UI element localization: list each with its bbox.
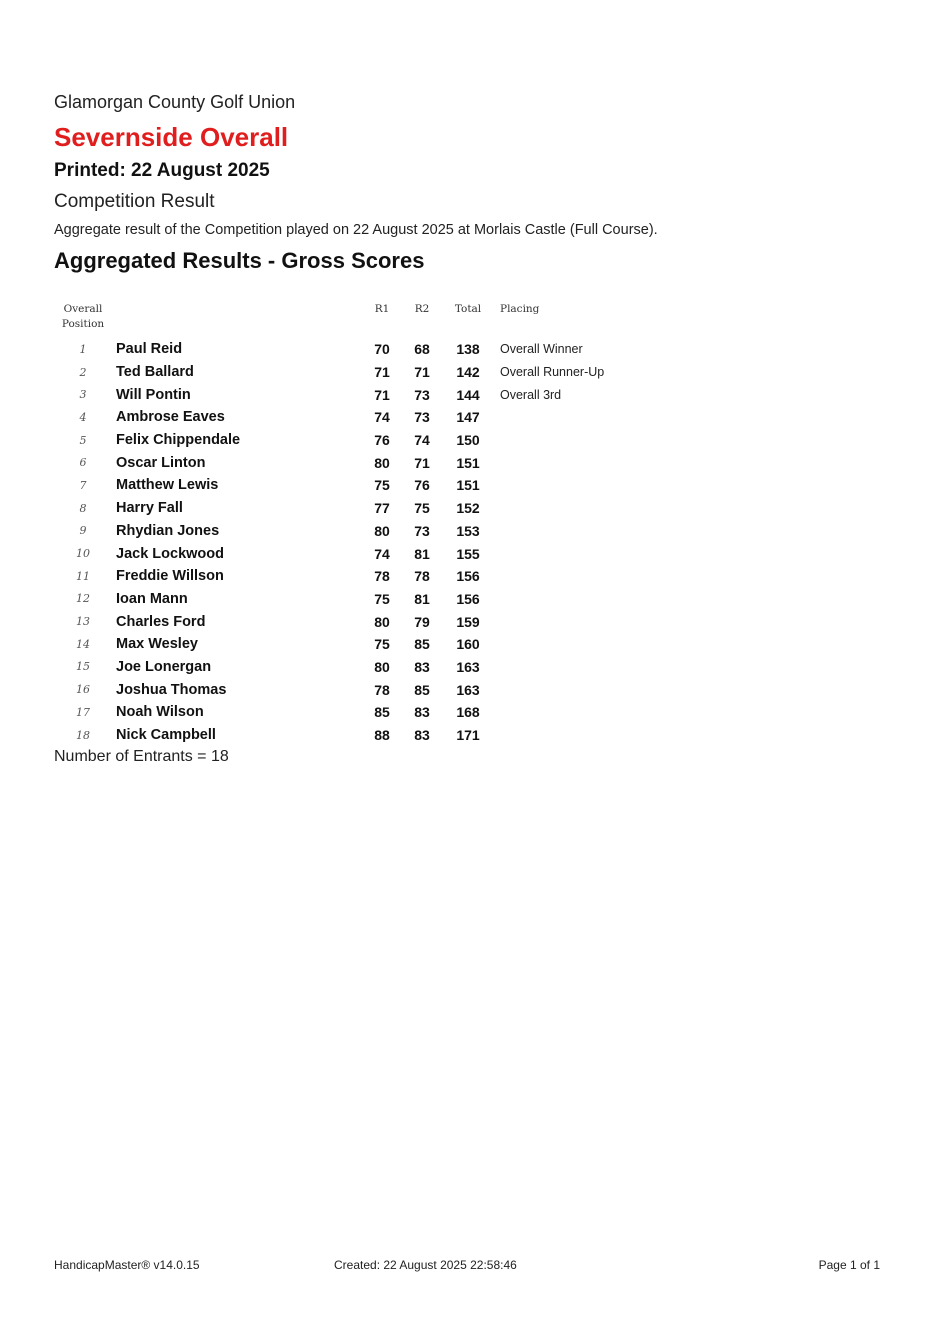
- player-name-cell: Will Pontin: [116, 386, 191, 403]
- round1-score-cell: 85: [374, 704, 390, 721]
- player-name-cell: Noah Wilson: [116, 704, 204, 721]
- position-cell: 5: [79, 433, 87, 447]
- position-cell: 8: [79, 501, 87, 515]
- footer-page: Page 1 of 1: [818, 1258, 880, 1272]
- table-row: [54, 610, 674, 633]
- printed-date: Printed: 22 August 2025: [54, 160, 270, 181]
- placing-cell: Overall Winner: [500, 342, 583, 357]
- table-row: [54, 338, 674, 361]
- player-name-cell: Ted Ballard: [116, 364, 194, 381]
- position-cell: 14: [76, 637, 90, 651]
- placing-cell: [492, 451, 674, 474]
- footer-software: HandicapMaster® v14.0.15: [54, 1258, 200, 1272]
- table-row: [54, 542, 674, 565]
- round2-score-cell: 83: [414, 704, 430, 721]
- round2-score-cell: 73: [414, 386, 430, 403]
- round2-score-cell: 68: [414, 341, 430, 358]
- table-row: [54, 361, 674, 384]
- round2-score-cell: 79: [414, 613, 430, 630]
- placing-cell: [492, 565, 674, 588]
- total-score-cell: 142: [456, 364, 480, 381]
- round1-score-cell: 70: [374, 341, 390, 358]
- header-r1: R1: [374, 303, 390, 315]
- player-name-cell: Rhydian Jones: [116, 522, 220, 539]
- round2-score-cell: 85: [414, 636, 430, 653]
- round1-score-cell: 78: [374, 681, 390, 698]
- header-position-line1: Overall: [63, 303, 103, 315]
- round1-score-cell: 74: [374, 409, 390, 426]
- position-cell: 15: [76, 660, 90, 674]
- placing-cell: [492, 474, 674, 497]
- round1-score-cell: 71: [374, 386, 390, 403]
- player-name-cell: Joshua Thomas: [116, 681, 227, 698]
- round2-score-cell: 75: [414, 500, 430, 517]
- table-row: [54, 724, 674, 747]
- placing-cell: [492, 610, 674, 633]
- total-score-cell: 151: [456, 454, 480, 471]
- player-name-cell: Nick Campbell: [116, 727, 216, 744]
- placing-cell: [492, 656, 674, 679]
- round2-score-cell: 81: [414, 590, 430, 607]
- table-row: [54, 451, 674, 474]
- total-score-cell: 163: [456, 681, 480, 698]
- placing-cell: Overall 3rd: [500, 387, 562, 402]
- competition-title: Severnside Overall: [54, 122, 289, 152]
- round1-score-cell: 75: [374, 590, 390, 607]
- total-score-cell: 159: [456, 613, 480, 630]
- placing-cell: [492, 724, 674, 747]
- placing-cell: [492, 542, 674, 565]
- round1-score-cell: 76: [374, 432, 390, 449]
- round2-score-cell: 71: [414, 364, 430, 381]
- round2-score-cell: 78: [414, 568, 430, 585]
- competition-result-label: Competition Result: [54, 191, 215, 212]
- total-score-cell: 144: [456, 386, 480, 403]
- player-name-cell: Max Wesley: [116, 636, 198, 653]
- table-row: [54, 565, 674, 588]
- position-cell: 7: [79, 478, 87, 492]
- round1-score-cell: 80: [374, 613, 390, 630]
- total-score-cell: 152: [456, 500, 480, 517]
- table-row: [54, 701, 674, 724]
- position-cell: 12: [76, 592, 90, 606]
- round2-score-cell: 73: [414, 522, 430, 539]
- placing-cell: [492, 588, 674, 611]
- position-cell: 10: [76, 547, 90, 561]
- player-name-cell: Ioan Mann: [116, 590, 188, 607]
- round1-score-cell: 80: [374, 522, 390, 539]
- placing-cell: [492, 520, 674, 543]
- total-score-cell: 168: [456, 704, 480, 721]
- player-name-cell: Oscar Linton: [116, 454, 206, 471]
- table-row: [54, 474, 674, 497]
- player-name-cell: Paul Reid: [116, 341, 183, 358]
- total-score-cell: 171: [456, 727, 480, 744]
- round2-score-cell: 85: [414, 681, 430, 698]
- round2-score-cell: 76: [414, 477, 430, 494]
- table-row: [54, 497, 674, 520]
- organisation-name: Glamorgan County Golf Union: [54, 92, 296, 112]
- table-row: [54, 429, 674, 452]
- header-total: Total: [454, 303, 482, 315]
- table-row: [54, 678, 674, 701]
- player-name-cell: Harry Fall: [116, 500, 183, 517]
- header-name: [112, 300, 364, 338]
- player-name-cell: Joe Lonergan: [116, 658, 212, 675]
- round2-score-cell: 71: [414, 454, 430, 471]
- header-r2: R2: [414, 303, 430, 315]
- table-row: [54, 588, 674, 611]
- section-title: Aggregated Results - Gross Scores: [54, 248, 425, 273]
- placing-cell: [492, 497, 674, 520]
- player-name-cell: Felix Chippendale: [116, 432, 241, 449]
- round1-score-cell: 74: [374, 545, 390, 562]
- player-name-cell: Jack Lockwood: [116, 545, 224, 562]
- round1-score-cell: 88: [374, 727, 390, 744]
- round1-score-cell: 75: [374, 477, 390, 494]
- placing-cell: [492, 429, 674, 452]
- total-score-cell: 163: [456, 658, 480, 675]
- round2-score-cell: 73: [414, 409, 430, 426]
- placing-cell: [492, 701, 674, 724]
- table-row: [54, 406, 674, 429]
- position-cell: 11: [76, 569, 90, 583]
- table-row: [54, 633, 674, 656]
- round1-score-cell: 71: [374, 364, 390, 381]
- results-body: [54, 338, 674, 746]
- results-header-row: [54, 300, 674, 338]
- total-score-cell: 150: [456, 432, 480, 449]
- placing-cell: [492, 406, 674, 429]
- position-cell: 6: [79, 456, 87, 470]
- total-score-cell: 153: [456, 522, 480, 539]
- results-table: [54, 300, 674, 746]
- player-name-cell: Freddie Willson: [116, 568, 224, 585]
- player-name-cell: Ambrose Eaves: [116, 409, 225, 426]
- position-cell: 3: [79, 388, 87, 402]
- round2-score-cell: 81: [414, 545, 430, 562]
- table-row: [54, 520, 674, 543]
- footer-created: Created: 22 August 2025 22:58:46: [334, 1258, 517, 1272]
- total-score-cell: 156: [456, 568, 480, 585]
- total-score-cell: 156: [456, 590, 480, 607]
- position-cell: 1: [79, 342, 87, 356]
- total-score-cell: 147: [456, 409, 480, 426]
- header-position: [54, 300, 112, 338]
- round1-score-cell: 80: [374, 454, 390, 471]
- placing-cell: [492, 678, 674, 701]
- player-name-cell: Matthew Lewis: [116, 477, 219, 494]
- round1-score-cell: 80: [374, 658, 390, 675]
- placing-cell: [492, 633, 674, 656]
- player-name-cell: Charles Ford: [116, 613, 206, 630]
- round2-score-cell: 83: [414, 727, 430, 744]
- total-score-cell: 151: [456, 477, 480, 494]
- total-score-cell: 155: [456, 545, 480, 562]
- position-cell: 17: [76, 705, 90, 719]
- table-row: [54, 383, 674, 406]
- placing-cell: Overall Runner-Up: [500, 365, 605, 380]
- position-cell: 13: [76, 615, 90, 629]
- competition-description: Aggregate result of the Competition played on 22 August 2025 at Morlais Castle (Full Course).: [54, 222, 658, 238]
- round1-score-cell: 77: [374, 500, 390, 517]
- header-placing: Placing: [500, 303, 540, 315]
- total-score-cell: 160: [456, 636, 480, 653]
- round1-score-cell: 78: [374, 568, 390, 585]
- total-score-cell: 138: [456, 341, 480, 358]
- round2-score-cell: 83: [414, 658, 430, 675]
- entrants-count: Number of Entrants = 18: [54, 748, 229, 765]
- header-position-line2: Position: [61, 318, 105, 330]
- position-cell: 16: [76, 683, 90, 697]
- table-row: [54, 656, 674, 679]
- round2-score-cell: 74: [414, 432, 430, 449]
- position-cell: 9: [79, 524, 87, 538]
- position-cell: 2: [79, 365, 87, 379]
- position-cell: 18: [76, 728, 90, 742]
- position-cell: 4: [79, 410, 87, 424]
- round1-score-cell: 75: [374, 636, 390, 653]
